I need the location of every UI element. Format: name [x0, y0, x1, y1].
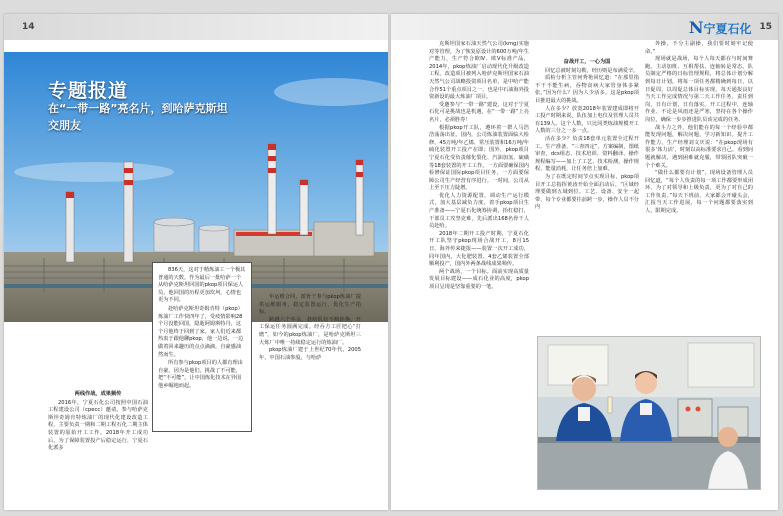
right-column-2: [535, 58, 639, 212]
intro-paragraph: 赴哈萨克斯坦奇姆肯特（pkop）炼油厂工作快四年了，受疫情影响28个月没能回国，隐逝阿姆斯特丹，这个月他终于回到了家。家人们近来都热衷于跟他聊pkop，他一边说，一边做着回来趣历的点点滴滴，自豪感油然而生。: [158, 305, 244, 358]
right-column-1: [429, 41, 529, 292]
section-title: 专题报道: [48, 80, 129, 102]
left-folio-band: [4, 14, 388, 40]
headline-line-1: 在“一带一路”亮名片，到哈萨克斯坦: [48, 102, 228, 115]
lab-workers-photo: [537, 336, 761, 490]
body-paragraph: 战斗力之外，他们能在的每一个经验中都能发现问题，解决问题，学习新知识。提升工作能力。生产经理刘文庆说：“在pkop现场有很多‘体力活’，时刻以高标准要求自己，看到问题就解决，遇到困难就克服，带领团队突破一个个难关。: [645, 124, 753, 169]
magazine-title: [689, 18, 752, 37]
body-paragraph: 受邀参与“一带一路”建设，这对于宁夏石化可是挑战也是机遇，在“一带一路”上亮名片，必须胜券！: [429, 101, 529, 123]
right-column-3: [645, 41, 753, 216]
intro-paragraph: 836天，这对于精炼油工一个极其普通的天数。作为最后一批哈萨一个从哈萨克斯坦回国的pkop项目保运人员，他回国的历程更加坎坷，心情也更为不同。: [158, 267, 246, 304]
body-paragraph: 现场就是战场，每个人每天都在与时间赛跑。主动加班、互相帮扶、连轴转是常态。队员制定严格的日标管理规程，将总体计划分解到每日计划，将每一项任务都精确到每日，以日促周，以周促总体目标实现。每天通报良好当天工作完成情况与第二天工作任务，责任到岗，日有计划，日有落实。开工过程中，连轴作业、不论是风雨还是严寒，坚持在各个操作岗位，确保一步步推进队员该完成的任务。: [645, 56, 753, 123]
headline-line-2: 交朋友: [48, 119, 81, 132]
section-title-wrap: [48, 76, 128, 103]
body-paragraph: 根据pkop开工队，遵环着一群人马浩浩荡荡出征。国内，公司炼油装置面临大检修，45万吨/年乙烯、常压装置和16万吨/年硫化装置开工投产在即；国外，pkop项目宁夏石化受负责催化裂化、汽油加氢、硫磺等18套装置的开工工作。一方面要确保国内检修保证国际pkop项目任务，一方面要保障公司生产经营有序进行。一时间，公司从上至下压力陡增。: [429, 124, 529, 192]
body-paragraph: 人在多少？放宽2018年装置建成即将开工投产时期来说，队伍加上电仪及管理人员共有139人。这个人数，只比同类炼油规模开工人数的三分之一多一点。: [535, 105, 639, 135]
body-paragraph: 2018年二期开工投产时期，宁夏石化开工队坚守pkop现场合战开工，8月15日，海外传来捷报——装置一次开工成功，同年国内，大化肥装置、4套乙烯装置全部顺利投产，国内外两条战线成果频传。: [429, 230, 529, 268]
body-paragraph: pkop炼油厂建于上世纪70年代。2005年，中国石油参股，与哈萨: [259, 347, 361, 361]
right-page-number: 15: [759, 22, 772, 32]
body-paragraph: 年运维合同，派骨干参与pkop炼油厂提供运维服务，稳定装置运行，优化生产指标。: [259, 294, 361, 316]
body-paragraph: 克斯坦国家石油天然气公司(kmg)实施对等管理。为了恢复原设计的600万吨/年生产能力，生产符合欧Ⅳ、欧Ⅴ标准产品，2014年，pkop炼油厂启动现代化升级改造工程。改造项目被列入哈萨克斯坦国家石油天然气公司战略投资项目名单，是中哈产能合作51个重点项目之一，也是中石油海外投资新设的最大炼油厂项目。: [429, 41, 529, 101]
left-page-number: 14: [22, 22, 35, 32]
body-paragraph: 跨越六个年头，赴哈队伍不断轮换，开工保运任务圆满完成。经吞方工匠把心“打磨”，如今的pkop炼油厂，是哈萨克斯坦三大炼厂中唯一持续稳定运行的炼油厂。: [259, 316, 361, 346]
body-paragraph: 质检分析主管何秀艳回忆道：“在那里指不干不能生病，吞物食病大家管身体多紧张。”因为什么？因为人少活多。这是pkop项目推进最大的挑战。: [535, 75, 639, 104]
subtitle-startup: 奋战开工，一心为国: [563, 59, 611, 65]
magazine-title-initial: N: [688, 17, 704, 37]
right-page: [391, 14, 778, 510]
left-page: [4, 14, 388, 510]
body-paragraph: 为了在既定时间节点实现目标，pkop项目开工总指挥黄涛开始全面启动后，“区域经理要做到五域到位。工艺、设备、安全一起带，每个专业都要往前跨一步，操作人员不分内: [535, 173, 639, 211]
intro-paragraph: 所有参与pkop项目的人都有理由自豪。因为是他们，挑战了不可能，把“不可能”，让中国炼化技术在异国他乡崛地而起。: [158, 360, 243, 389]
left-column-1: [48, 390, 148, 453]
body-paragraph: 外操，不分主副操，我们要时刻牢记使命。”: [645, 41, 753, 55]
left-column-2: [259, 294, 361, 362]
body-paragraph: 回忆总被时刻勾勒，经历则是布满爱辛。: [545, 67, 639, 74]
body-paragraph: 2016年，宁夏石化公司按照中国石油工程建设公司（cpecc）邀请，参与哈萨克斯坦奇姆肯特炼油厂的现代化建设改造工程，主要负责一期和二期工程石化二期主体装置的原始开工工作。2018年开工成功后，为了保障装置投产后稳定运行，宁夏石化派多: [48, 399, 148, 452]
body-paragraph: 优化人力资源配置，调动生产运行模式，加大基层减负力度，着手pkop项目生产准备——宁夏石化统筹协调，抬杠稳打，干部员工攻坚克难，先后派出168名骨干人员赴哈。: [429, 192, 529, 230]
body-paragraph: “做什么都要有计划”，现场设备管理人员回忆道，“每个人负责的每一项工作都要形成闭环，为了对领导和上级负责，更为了对自己的工作负责。”每天下班前，大家都会开碰头会，汇报当天工作进展，每一个问题都要落实到人，限期完成。: [645, 170, 753, 215]
body-paragraph: 活在多少？负责18套单元装置全过程开工。生产准备、“三查四定”、方案编制，图纸审查，dcs组态、技术培训、资料翻译、操作规程编写——加上了工艺、技术检测，操作规程、能量消耗，让任务倍上加难。: [535, 135, 639, 173]
magazine-title-text: 宁夏石化: [703, 21, 752, 36]
subtitle-two-fronts: 两线作战，成果频传: [74, 391, 122, 397]
right-folio-band: [391, 14, 778, 40]
intro-box: [152, 262, 252, 432]
body-paragraph: 两个战场，一个目标。面前实现高质量发展目标建设——成石化业的高度，pkop项目呈现是坚靠重要的一笔。: [429, 268, 529, 290]
